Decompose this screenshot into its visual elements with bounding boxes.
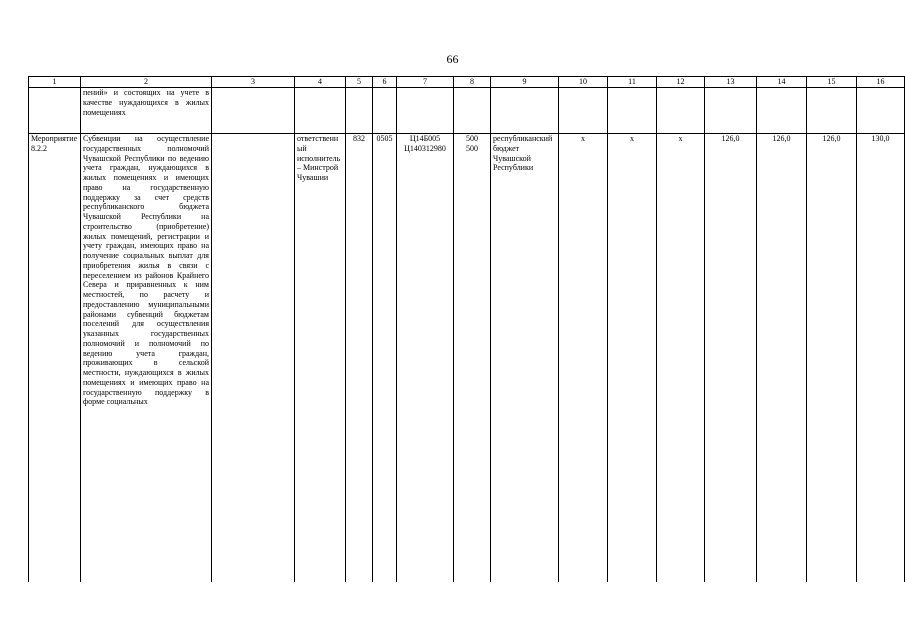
column-number: 2 [81,77,212,88]
column-number: 11 [608,77,657,88]
column-number: 5 [346,77,373,88]
grbs-code: 832 [346,134,373,583]
amount-cell: 126,0 [757,134,807,583]
cell-x: x [657,134,705,583]
cell-x: x [608,134,657,583]
column-number: 15 [807,77,857,88]
column-number: 7 [397,77,454,88]
measure-description: Субвенции на осуществление государственных полномочий Чувашской Республики по ведению учета граждан, нуждающихся в жилых помещениях и имеющих право на государственную поддержку за счет средств республиканского бюджета Чувашской Республики на строительство (приобретение) жилых помещений, регистрации и учету граждан, имеющих право на получение социальных выплат для приобретения жилья в связи с переселением из районов Крайнего Севера и приравненных к ним местностей, по расчету и предоставлению муниципальными районами субвенций бюджетам поселений для осуществления указанных государственных полномочий и полномочий по ведению учета граждан, проживающих в сельской местности, нуждающихся в жилых помещениях и имеющих право на государственную поддержку в форме социальных [81,134,212,583]
rzpr-code: 0505 [373,134,397,583]
amount-cell: 130,0 [857,134,905,583]
column-number: 1 [29,77,81,88]
column-number: 16 [857,77,905,88]
column-number: 9 [491,77,559,88]
column-number: 4 [295,77,346,88]
column-number: 3 [212,77,295,88]
csr-code: Ц14Б005 [409,134,441,143]
csr-codes [397,134,454,583]
measure-label: Мероприятие 8.2.2 [29,134,81,583]
column-number-row [29,77,905,88]
column-number: 6 [373,77,397,88]
vr-codes [454,134,491,583]
continuation-row [29,88,905,134]
continued-description: пений» и состоящих на учете в качестве нуждающихся в жилых помещениях [81,88,212,134]
column-number: 10 [559,77,608,88]
column-number: 8 [454,77,491,88]
responsible-executor: ответственный исполнитель – Минстрой Чувашии [295,134,346,583]
measure-row [29,134,905,583]
funding-source: республиканский бюджет Чувашской Республики [491,134,559,583]
vr-code: 500 [466,134,478,143]
column-number: 14 [757,77,807,88]
amount-cell: 126,0 [705,134,757,583]
column-number: 13 [705,77,757,88]
cell-x: x [559,134,608,583]
column-number: 12 [657,77,705,88]
page-number: 66 [446,52,459,66]
amount-cell: 126,0 [807,134,857,583]
csr-code: Ц140312980 [404,143,446,153]
vr-code: 500 [466,143,478,153]
empty-cell [212,134,295,583]
program-measures-table [28,76,905,582]
